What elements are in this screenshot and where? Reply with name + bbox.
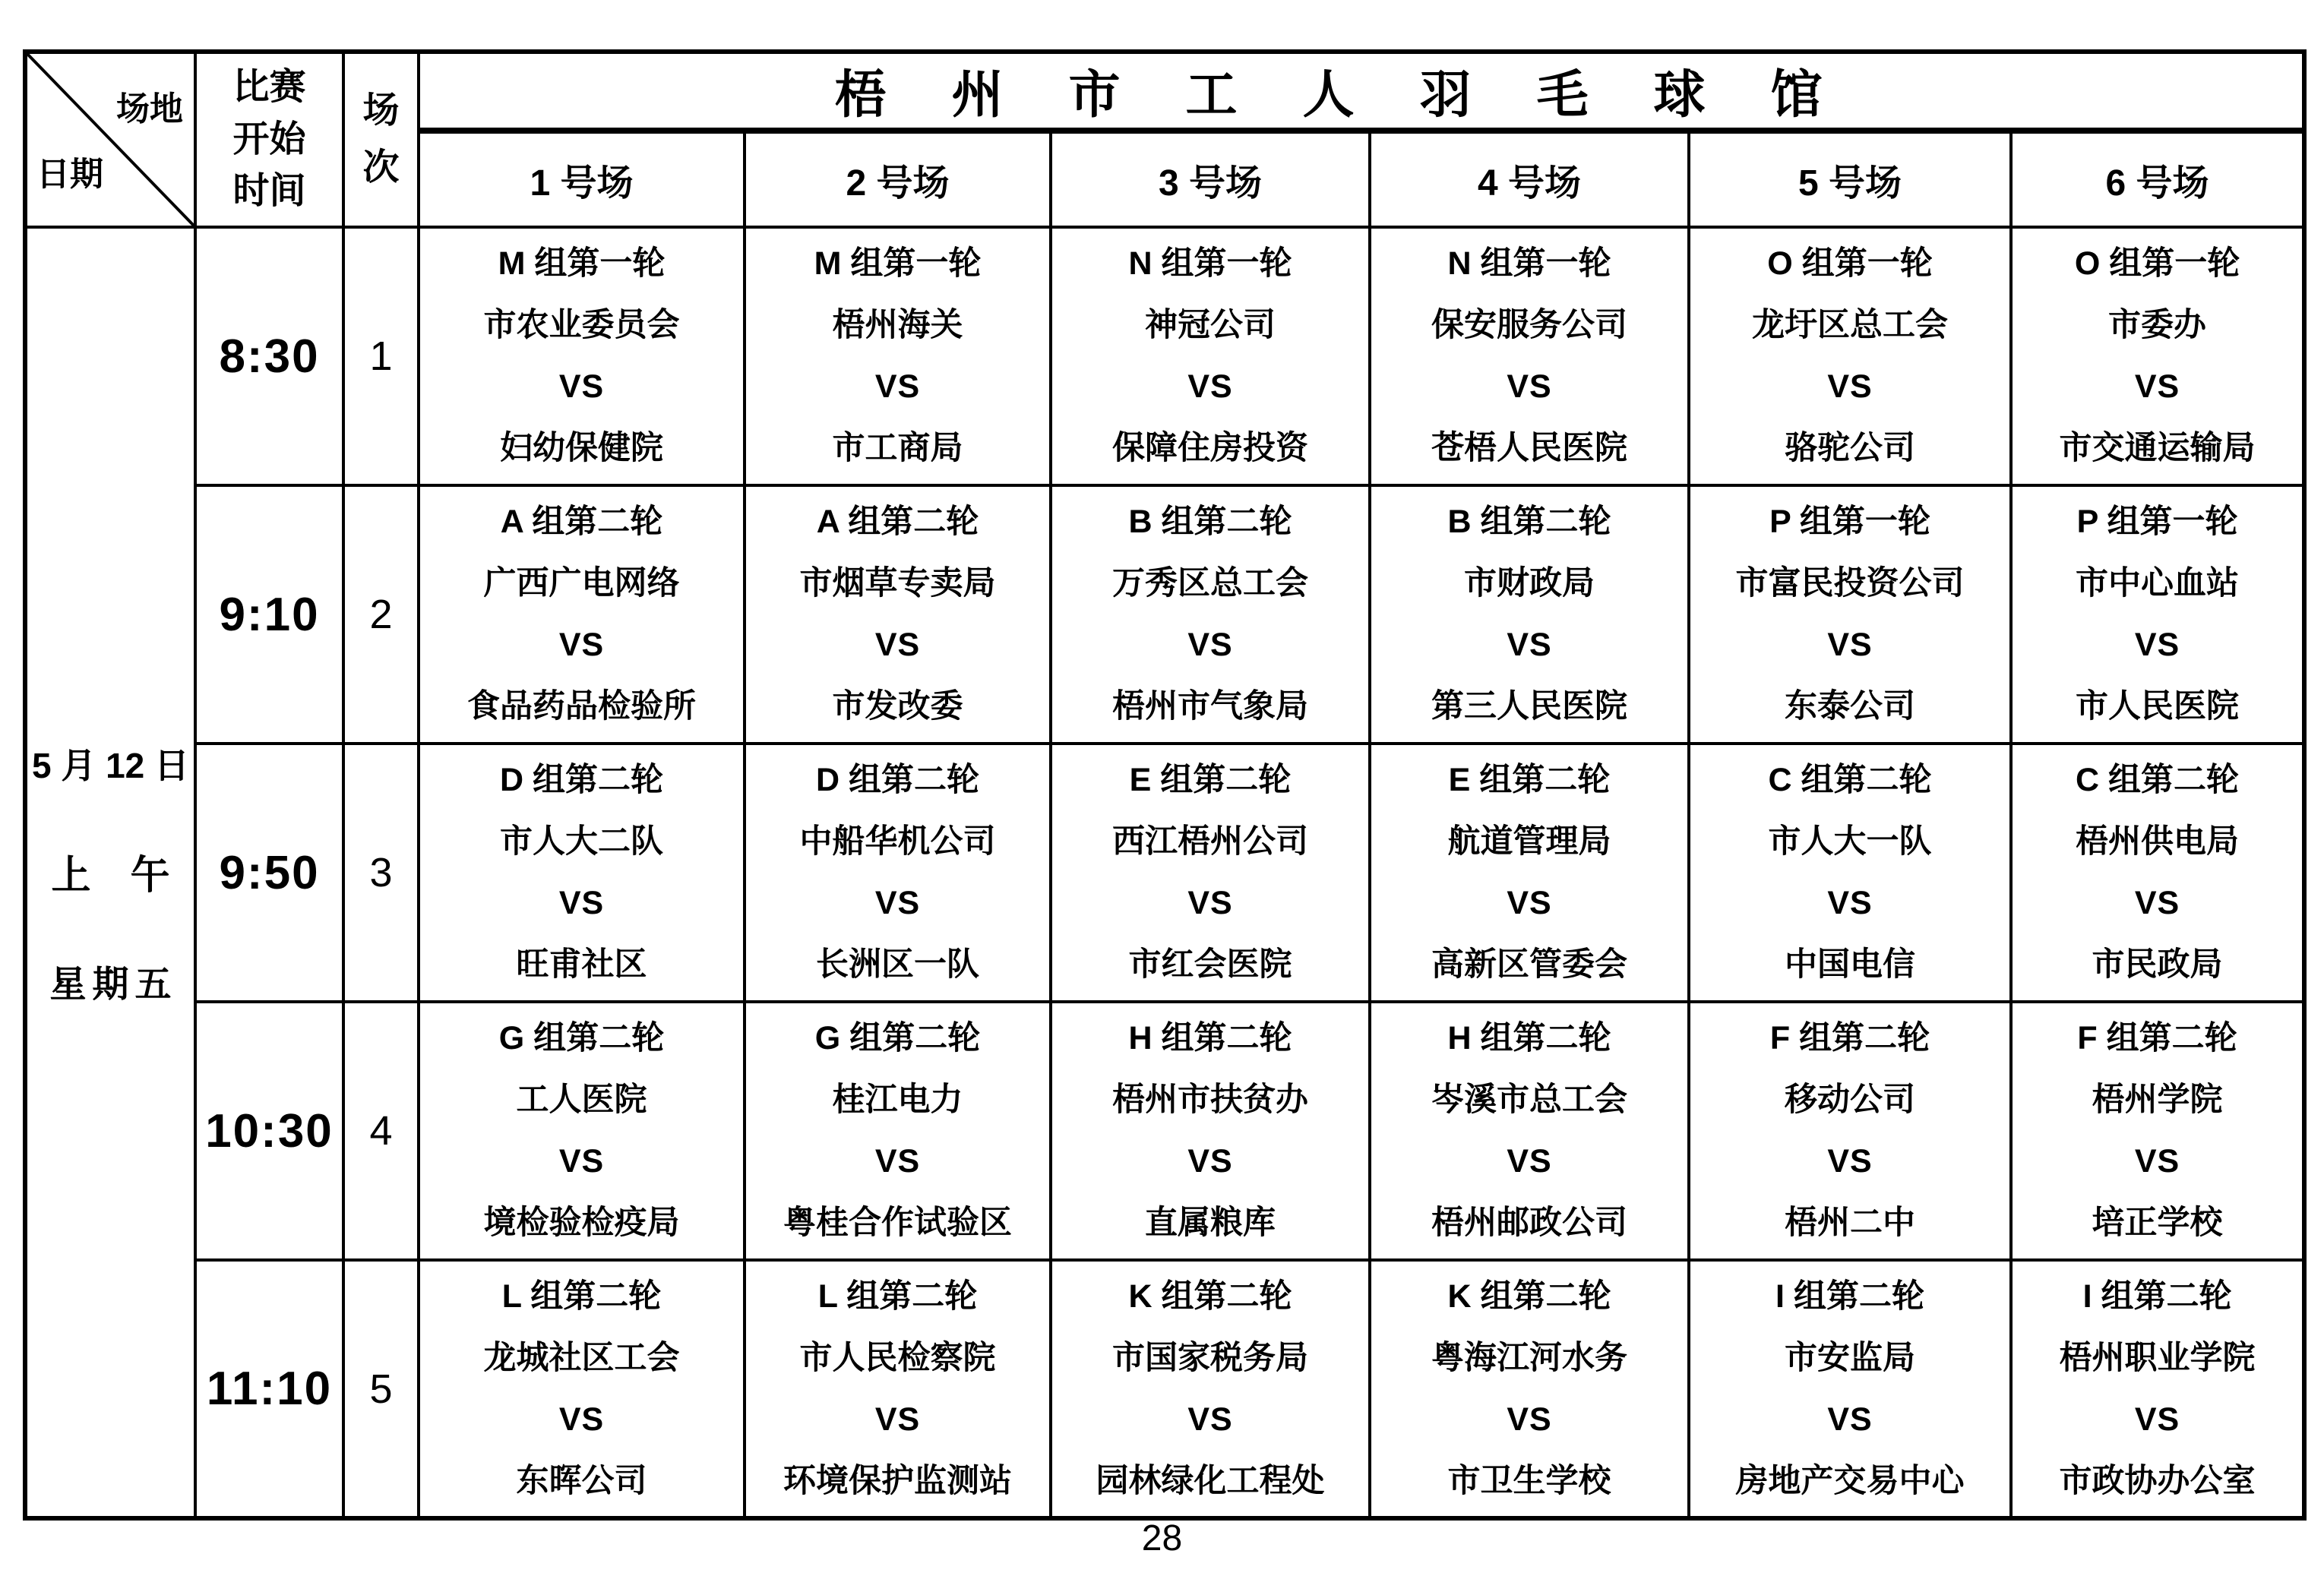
- corner-label-venue: 场地: [116, 90, 183, 128]
- session-number: 4: [369, 1108, 393, 1154]
- time-header-line: 时间: [232, 171, 306, 212]
- match-cell: [419, 485, 745, 744]
- match-cell: [745, 744, 1051, 1002]
- schedule-row-5: [25, 1260, 2304, 1518]
- match-cell: [419, 1260, 745, 1518]
- match-cell: [1689, 744, 2011, 1002]
- time-cell: [195, 1002, 343, 1260]
- team-bottom: 妇幼保健院: [500, 430, 663, 466]
- time-header-line: 开始: [232, 118, 306, 159]
- match-cell: [2011, 1002, 2304, 1260]
- vs-label: VS: [2134, 627, 2180, 663]
- match-cell: [1370, 485, 1689, 744]
- team-top: 市安监局: [1785, 1339, 1915, 1376]
- match-round: A 组第二轮: [500, 504, 663, 540]
- session-cell: [343, 227, 419, 485]
- start-time: 9:50: [219, 846, 320, 899]
- team-bottom: 食品药品检验所: [467, 688, 696, 725]
- match-round: H 组第二轮: [1447, 1020, 1611, 1056]
- match-cell: [1370, 744, 1689, 1002]
- team-bottom: 市交通运输局: [2059, 430, 2256, 466]
- vs-label: VS: [1507, 368, 1552, 405]
- match-round: P 组第一轮: [1769, 504, 1930, 540]
- team-top: 梧州学院: [2092, 1082, 2223, 1118]
- team-top: 市富民投资公司: [1735, 565, 1965, 602]
- team-bottom: 园林绿化工程处: [1096, 1462, 1325, 1499]
- match-cell: [1051, 1002, 1370, 1260]
- court-header-3: [1051, 131, 1370, 227]
- match-cell: [1689, 1002, 2011, 1260]
- match-round: I 组第二轮: [2082, 1277, 2232, 1315]
- time-cell: [195, 744, 343, 1002]
- weekday-text: 星期五: [49, 964, 178, 1005]
- schedule-row-3: [25, 744, 2304, 1002]
- date-cell: [25, 227, 195, 1518]
- page-number: 28: [1141, 1518, 1183, 1558]
- team-top: 中船华机公司: [799, 823, 996, 860]
- start-time: 8:30: [219, 330, 320, 383]
- match-round: P 组第一轮: [2076, 504, 2238, 540]
- court-label: 2 号场: [846, 163, 950, 204]
- session-number: 5: [369, 1366, 393, 1412]
- team-bottom: 保障住房投资: [1112, 430, 1308, 466]
- match-round: F 组第二轮: [2077, 1020, 2237, 1056]
- match-cell: [419, 227, 745, 485]
- team-bottom: 东泰公司: [1785, 688, 1915, 725]
- header-row-title: [25, 52, 2304, 131]
- team-top: 保安服务公司: [1431, 307, 1627, 343]
- match-round: O 组第一轮: [2074, 245, 2240, 282]
- court-header-4: [1370, 131, 1689, 227]
- session-cell: [343, 1260, 419, 1518]
- match-round: M 组第一轮: [814, 245, 982, 282]
- match-cell: [1370, 1260, 1689, 1518]
- match-round: E 组第二轮: [1448, 762, 1611, 798]
- time-cell: [195, 227, 343, 485]
- match-cell: [745, 1260, 1051, 1518]
- team-top: 粤海江河水务: [1431, 1339, 1627, 1376]
- vs-label: VS: [874, 368, 921, 405]
- team-top: 岑溪市总工会: [1431, 1082, 1627, 1118]
- session-cell: [343, 744, 419, 1002]
- match-round: G 组第二轮: [498, 1020, 665, 1056]
- match-cell: [745, 227, 1051, 485]
- session-cell: [343, 485, 419, 744]
- match-cell: [1370, 1002, 1689, 1260]
- team-top: 市中心血站: [2076, 565, 2240, 602]
- vs-label: VS: [874, 627, 921, 663]
- match-round: N 组第一轮: [1128, 245, 1292, 282]
- match-round: L 组第二轮: [501, 1277, 662, 1315]
- match-cell: [1689, 485, 2011, 744]
- vs-label: VS: [1507, 627, 1552, 663]
- team-top: 西江梧州公司: [1112, 823, 1308, 860]
- vs-label: VS: [1507, 1143, 1552, 1180]
- vs-label: VS: [2134, 885, 2180, 921]
- start-time: 10:30: [205, 1104, 334, 1157]
- court-header-2: [745, 131, 1051, 227]
- team-bottom: 梧州二中: [1785, 1205, 1915, 1241]
- team-top: 航道管理局: [1447, 823, 1611, 860]
- team-top: 市国家税务局: [1112, 1339, 1308, 1376]
- match-cell: [419, 744, 745, 1002]
- vs-label: VS: [1827, 627, 1873, 663]
- team-top: 市委办: [2108, 307, 2207, 343]
- match-round: N 组第一轮: [1447, 245, 1611, 282]
- vs-label: VS: [558, 1143, 605, 1180]
- team-bottom: 长洲区一队: [816, 946, 979, 983]
- team-top: 市人大一队: [1768, 823, 1932, 860]
- team-bottom: 境检验检疫局: [483, 1205, 680, 1241]
- team-bottom: 梧州市气象局: [1112, 688, 1308, 725]
- match-cell: [1051, 744, 1370, 1002]
- session-header-line: 次: [362, 147, 400, 188]
- vs-label: VS: [2134, 368, 2180, 405]
- team-bottom: 市政协办公室: [2059, 1462, 2256, 1499]
- match-round: M 组第一轮: [498, 245, 666, 282]
- match-cell: [2011, 485, 2304, 744]
- venue-title-cell: [419, 52, 2304, 131]
- diagonal-line: [27, 54, 194, 226]
- team-top: 梧州海关: [832, 307, 963, 343]
- match-round: A 组第二轮: [816, 504, 979, 540]
- team-bottom: 高新区管委会: [1431, 946, 1627, 983]
- team-bottom: 第三人民医院: [1431, 688, 1627, 725]
- match-cell: [2011, 227, 2304, 485]
- vs-label: VS: [1507, 1401, 1552, 1438]
- vs-label: VS: [1187, 885, 1233, 921]
- vs-label: VS: [558, 1401, 605, 1438]
- team-top: 梧州职业学院: [2059, 1339, 2256, 1376]
- team-top: 市农业委员会: [483, 307, 680, 343]
- team-bottom: 粤桂合作试验区: [783, 1205, 1012, 1241]
- team-top: 市烟草专卖局: [799, 565, 996, 602]
- court-label: 4 号场: [1477, 163, 1582, 204]
- vs-label: VS: [1827, 885, 1873, 921]
- team-bottom: 市卫生学校: [1447, 1462, 1611, 1499]
- team-bottom: 东晖公司: [516, 1462, 647, 1499]
- time-cell: [195, 485, 343, 744]
- team-bottom: 旺甫社区: [516, 946, 647, 983]
- match-round: G 组第二轮: [814, 1020, 981, 1056]
- court-header-5: [1689, 131, 2011, 227]
- vs-label: VS: [874, 885, 921, 921]
- match-cell: [745, 1002, 1051, 1260]
- vs-label: VS: [1187, 1143, 1233, 1180]
- team-top: 广西广电网络: [483, 565, 680, 602]
- match-cell: [745, 485, 1051, 744]
- session-number: 3: [369, 850, 393, 895]
- match-round: L 组第二轮: [817, 1277, 978, 1315]
- team-bottom: 骆驼公司: [1785, 430, 1915, 466]
- match-round: B 组第二轮: [1128, 504, 1292, 540]
- match-cell: [419, 1002, 745, 1260]
- court-label: 1 号场: [530, 163, 634, 204]
- corner-label-date: 日期: [36, 156, 103, 193]
- team-bottom: 市发改委: [832, 688, 963, 725]
- court-header-1: [419, 131, 745, 227]
- match-round: F 组第二轮: [1769, 1020, 1930, 1056]
- team-bottom: 房地产交易中心: [1735, 1462, 1965, 1499]
- team-top: 龙城社区工会: [483, 1339, 680, 1376]
- session-header-line: 场: [362, 90, 400, 131]
- session-number: 2: [369, 592, 393, 637]
- team-top: 市人大二队: [500, 823, 663, 860]
- schedule-row-1: [25, 227, 2304, 485]
- schedule-row-2: [25, 485, 2304, 744]
- session-number: 1: [369, 333, 393, 379]
- date-text: 5 月 12 日: [31, 745, 190, 785]
- match-round: D 组第二轮: [500, 762, 663, 798]
- match-cell: [1689, 227, 2011, 485]
- time-header-line: 比赛: [232, 66, 306, 107]
- match-round: K 组第二轮: [1128, 1277, 1292, 1315]
- match-round: D 组第二轮: [816, 762, 979, 798]
- vs-label: VS: [1187, 1401, 1233, 1438]
- vs-label: VS: [1827, 1401, 1873, 1438]
- team-top: 工人医院: [516, 1082, 647, 1118]
- team-top: 梧州市扶贫办: [1112, 1082, 1308, 1118]
- match-cell: [1051, 227, 1370, 485]
- match-cell: [1689, 1260, 2011, 1518]
- match-round: B 组第二轮: [1447, 504, 1611, 540]
- team-top: 桂江电力: [832, 1082, 963, 1118]
- team-bottom: 市民政局: [2092, 946, 2223, 983]
- vs-label: VS: [2134, 1401, 2180, 1438]
- team-top: 移动公司: [1785, 1082, 1915, 1118]
- team-bottom: 环境保护监测站: [783, 1462, 1012, 1499]
- vs-label: VS: [874, 1143, 921, 1180]
- team-bottom: 梧州邮政公司: [1431, 1205, 1627, 1241]
- vs-label: VS: [1187, 627, 1233, 663]
- schedule-table: [23, 49, 2307, 1521]
- vs-label: VS: [1187, 368, 1233, 405]
- team-top: 神冠公司: [1145, 307, 1276, 343]
- vs-label: VS: [558, 627, 605, 663]
- team-bottom: 中国电信: [1785, 946, 1915, 983]
- team-top: 市财政局: [1464, 565, 1595, 602]
- team-bottom: 市工商局: [832, 430, 963, 466]
- start-time: 9:10: [219, 588, 320, 641]
- team-bottom: 苍梧人民医院: [1431, 430, 1627, 466]
- time-cell: [195, 1260, 343, 1518]
- start-time: 11:10: [206, 1363, 333, 1415]
- team-bottom: 直属粮库: [1145, 1205, 1276, 1241]
- vs-label: VS: [1827, 368, 1873, 405]
- court-label: 5 号场: [1798, 163, 1902, 204]
- team-top: 龙圩区总工会: [1752, 307, 1948, 343]
- vs-label: VS: [558, 368, 605, 405]
- vs-label: VS: [558, 885, 605, 921]
- team-top: 市人民检察院: [799, 1339, 996, 1376]
- court-label: 6 号场: [2105, 163, 2209, 204]
- vs-label: VS: [874, 1401, 921, 1438]
- match-cell: [2011, 1260, 2304, 1518]
- court-label: 3 号场: [1158, 163, 1263, 204]
- match-round: K 组第二轮: [1447, 1277, 1611, 1315]
- team-top: 梧州供电局: [2076, 823, 2240, 860]
- team-bottom: 培正学校: [2092, 1205, 2223, 1241]
- team-bottom: 市人民医院: [2076, 688, 2240, 725]
- match-cell: [1051, 1260, 1370, 1518]
- match-round: C 组第二轮: [2076, 762, 2240, 798]
- match-round: I 组第二轮: [1775, 1277, 1924, 1315]
- match-round: O 组第一轮: [1767, 245, 1933, 282]
- court-header-6: [2011, 131, 2304, 227]
- session-cell: [343, 1002, 419, 1260]
- match-round: E 组第二轮: [1129, 762, 1292, 798]
- venue-title: 梧州市工人羽毛球馆: [834, 66, 1888, 124]
- team-top: 万秀区总工会: [1112, 565, 1308, 602]
- match-cell: [1370, 227, 1689, 485]
- vs-label: VS: [1507, 885, 1552, 921]
- vs-label: VS: [2134, 1143, 2180, 1180]
- time-column-header: [195, 52, 343, 227]
- match-cell: [1051, 485, 1370, 744]
- session-column-header: [343, 52, 419, 227]
- schedule-row-4: [25, 1002, 2304, 1260]
- period-text: 上 午: [51, 853, 170, 898]
- match-cell: [2011, 744, 2304, 1002]
- match-round: C 组第二轮: [1768, 762, 1932, 798]
- corner-cell: [25, 52, 195, 227]
- vs-label: VS: [1827, 1143, 1873, 1180]
- team-bottom: 市红会医院: [1128, 946, 1292, 983]
- match-round: H 组第二轮: [1128, 1020, 1292, 1056]
